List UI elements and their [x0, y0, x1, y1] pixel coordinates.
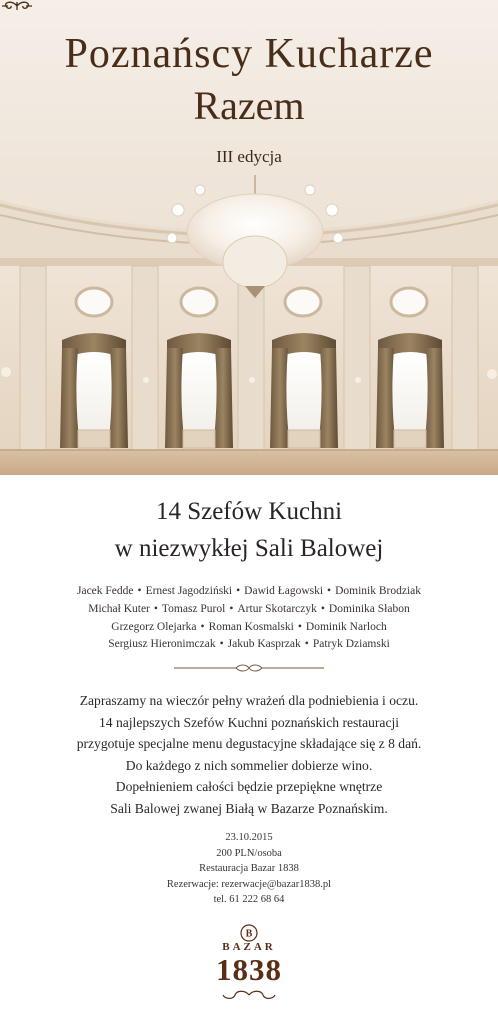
invitation-line: Zapraszamy na wieczór pełny wrażeń dla podniebienia i oczu. — [79, 693, 419, 708]
chef-name: Dominik Narloch — [305, 620, 387, 633]
event-price: 200 PLN/osoba — [216, 847, 282, 859]
chef-list — [0, 583, 498, 654]
logo-ornament-icon — [221, 990, 277, 1000]
logo-badge-icon — [240, 924, 258, 942]
chef-row — [0, 619, 498, 637]
bullet-separator: • — [297, 620, 302, 633]
chef-name: Patryk Dziamski — [312, 638, 390, 651]
bullet-separator: • — [153, 602, 158, 615]
chef-name: Jakub Kasprzak — [227, 638, 301, 651]
chef-name: Sergiusz Hieronimczak — [108, 638, 216, 651]
chef-name: Artur Skotarczyk — [237, 602, 317, 615]
chef-name: Dominika Słabon — [328, 602, 410, 615]
bullet-separator: • — [320, 602, 325, 615]
bullet-separator: • — [137, 585, 142, 597]
invitation-text — [0, 690, 498, 820]
chef-row — [0, 636, 498, 654]
chef-name: Tomasz Purol — [161, 602, 226, 615]
logo-name: BAZAR — [222, 941, 276, 953]
edition-label: III edycja — [216, 147, 282, 166]
reservation-email[interactable]: Rezerwacje: rezerwacje@bazar1838.pl — [166, 878, 332, 890]
bullet-separator: • — [229, 602, 234, 615]
invitation-line: Sali Balowej zwanej Białą w Bazarze Poznańskim. — [110, 800, 388, 816]
chef-name: Jacek Fedde — [77, 585, 134, 597]
chef-name: Ernest Jagodziński — [145, 585, 233, 597]
invitation-line: Do każdego z nich sommelier dobierze wino. — [125, 757, 373, 773]
chef-name: Michał Kuter — [88, 602, 150, 615]
invitation-line: przygotuje specjalne menu degustacyjne składające się z 8 dań. — [76, 736, 422, 752]
ornamental-divider-icon — [174, 664, 324, 672]
bullet-separator: • — [236, 585, 241, 597]
event-details — [0, 830, 498, 908]
bullet-separator: • — [219, 638, 224, 651]
chef-row — [0, 601, 498, 619]
chef-name: Roman Kosmalski — [208, 620, 294, 633]
logo-badge-letter: B — [245, 928, 253, 940]
bullet-separator: • — [200, 620, 205, 633]
chef-name: Dawid Łagowski — [244, 585, 324, 597]
ornament-icon — [0, 0, 34, 12]
logo-year: 1838 — [216, 952, 282, 987]
event-venue: Restauracja Bazar 1838 — [199, 863, 299, 875]
title-line-1: Poznańscy Kucharze — [64, 31, 434, 77]
invitation-line: Dopełnieniem całości będzie przepiękne wnętrze — [115, 779, 383, 795]
chef-name: Dominik Brodziak — [335, 585, 421, 597]
hero-ballroom-image — [0, 0, 498, 475]
chef-row — [0, 583, 498, 601]
event-title — [0, 0, 498, 175]
headline-line-1: 14 Szefów Kuchni — [155, 498, 343, 525]
phone-number[interactable]: tel. 61 222 68 64 — [213, 894, 285, 906]
bazar-1838-logo — [199, 922, 299, 1022]
chef-name: Grzegorz Olejarka — [111, 620, 197, 633]
bullet-separator: • — [327, 585, 332, 597]
invitation-line: 14 najlepszych Szefów Kuchni poznańskich restauracji — [98, 714, 400, 730]
title-line-2: Razem — [193, 83, 305, 128]
event-date: 23.10.2015 — [225, 832, 273, 843]
bullet-separator: • — [304, 638, 309, 651]
headline-line-2: w niezwykłej Sali Balowej — [114, 535, 384, 562]
